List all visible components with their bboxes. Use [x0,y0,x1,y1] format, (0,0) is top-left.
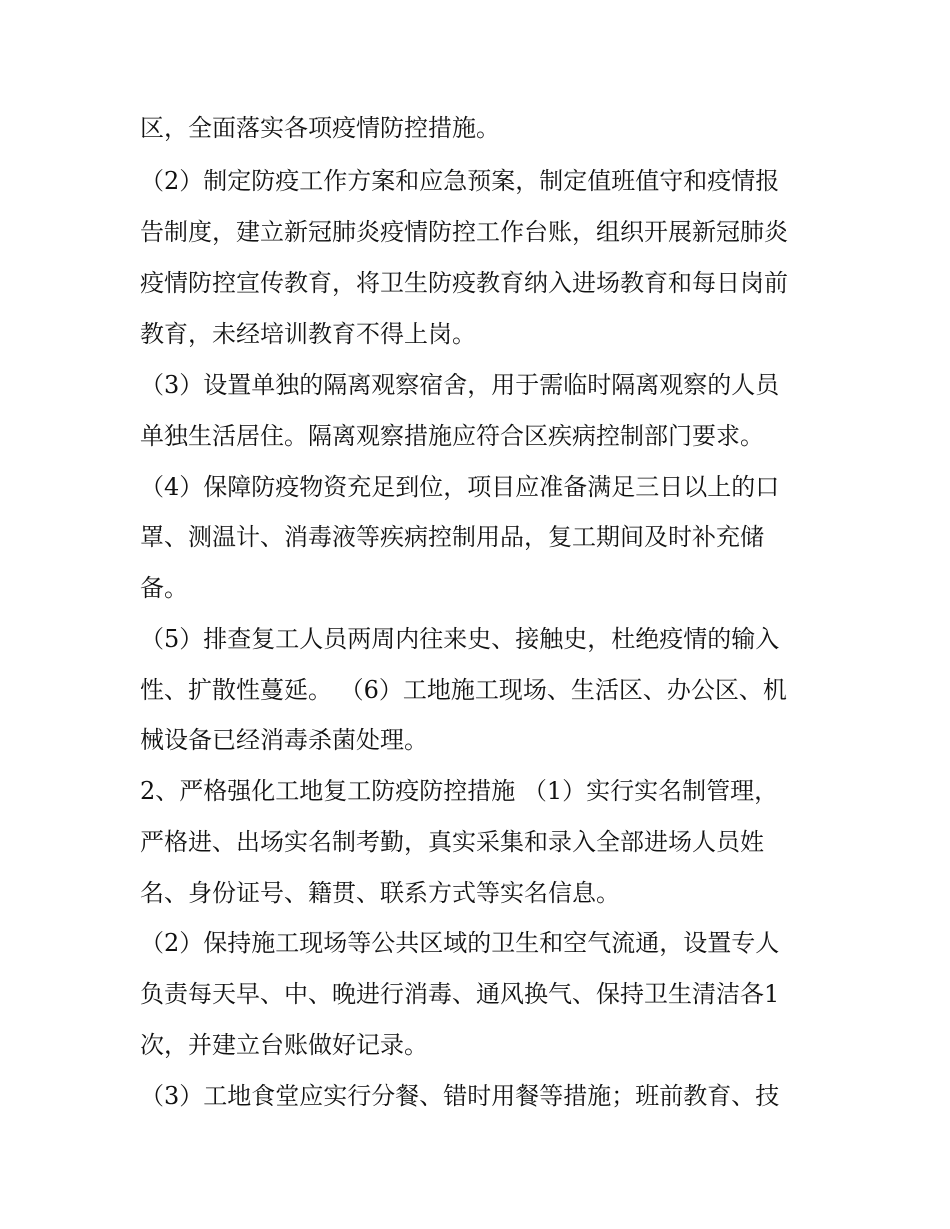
text-line: 备。 [140,574,188,602]
text-line: 疫情防控宣传教育，将卫生防疫教育纳入进场教育和每日岗前 [140,269,788,297]
text-line: 罩、测温计、消毒液等疾病控制用品，复工期间及时补充储 [140,523,764,551]
text-line: （2）制定防疫工作方案和应急预案，制定值班值守和疫情报 [140,167,780,195]
text-line: 告制度，建立新冠肺炎疫情防控工作台账，组织开展新冠肺炎 [140,218,788,246]
text-line: 名、身份证号、籍贯、联系方式等实名信息。 [140,879,620,907]
text-line: 区，全面落实各项疫情防控措施。 [140,114,500,142]
text-line: 性、扩散性蔓延。 （6）工地施工现场、生活区、办公区、机 [140,676,787,704]
text-line: 2、严格强化工地复工防疫防控措施 （1）实行实名制管理， [140,777,779,805]
text-line: 械设备已经消毒杀菌处理。 [140,726,428,754]
text-line: （5）排查复工人员两周内往来史、接触史，杜绝疫情的输入 [140,625,780,653]
text-line: 负责每天早、中、晚进行消毒、通风换气、保持卫生清洁各1 [140,980,780,1008]
text-line: 严格进、出场实名制考勤，真实采集和录入全部进场人员姓 [140,828,764,856]
text-line: （3）设置单独的隔离观察宿舍，用于需临时隔离观察的人员 [140,371,780,399]
text-line: 教育，未经培训教育不得上岗。 [140,320,476,348]
text-line: 次，并建立台账做好记录。 [140,1031,428,1059]
text-line: （3）工地食堂应实行分餐、错时用餐等措施；班前教育、技 [140,1082,780,1110]
text-line: 单独生活居住。隔离观察措施应符合区疾病控制部门要求。 [140,422,764,450]
text-line: （4）保障防疫物资充足到位，项目应准备满足三日以上的口 [140,473,780,501]
text-line: （2）保持施工现场等公共区域的卫生和空气流通，设置专人 [140,929,780,957]
